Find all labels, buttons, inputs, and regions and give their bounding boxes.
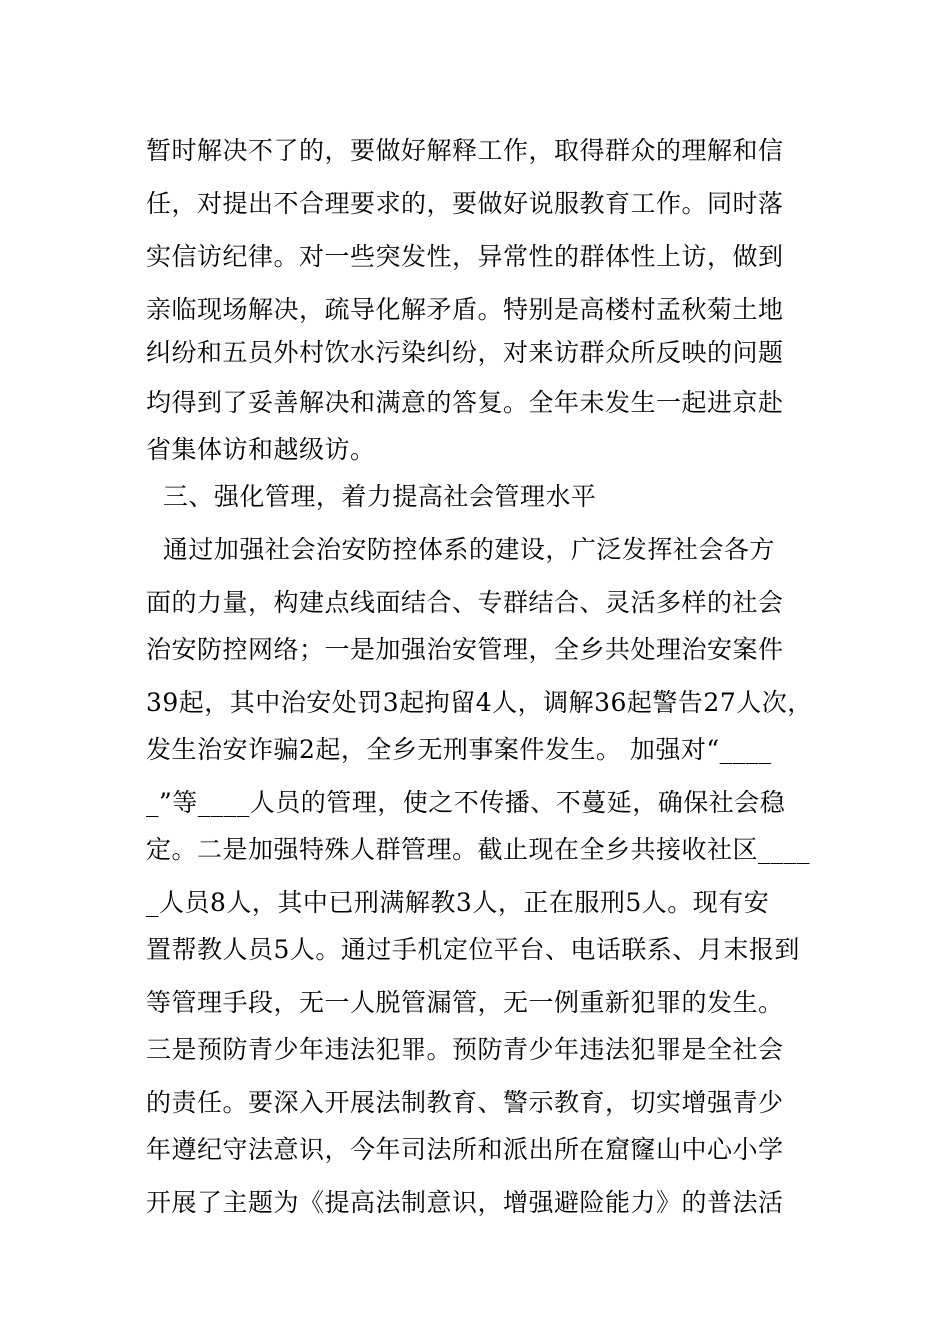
section-heading: 三、强化管理，着力提高社会管理水平 — [146, 482, 597, 511]
text-line: 定。二是加强特殊人群管理。截止现在全乡共接收社区____ — [146, 835, 811, 864]
text-line: 实信访纪律。对一些突发性，异常性的群体性上访，做到 — [146, 242, 784, 271]
text-line: 三是预防青少年违法犯罪。预防青少年违法犯罪是全社会 — [146, 1035, 784, 1064]
text-line: 等管理手段，无一人脱管漏管，无一例重新犯罪的发生。 — [146, 988, 784, 1017]
text-line: _”等____人员的管理，使之不传播、不蔓延，确保社会稳 — [146, 788, 786, 817]
text-line: 置帮教人员5人。通过手机定位平台、电话联系、月末报到 — [146, 935, 800, 964]
text-line: 均得到了妥善解决和满意的答复。全年未发生一起进京赴 — [146, 388, 784, 417]
text-line: 任，对提出不合理要求的，要做好说服教育工作。同时落 — [146, 189, 784, 218]
text-line: 的责任。要深入开展法制教育、警示教育，切实增强青少 — [146, 1088, 784, 1117]
text-line: 省集体访和越级访。 — [146, 435, 376, 464]
text-line: 面的力量，构建点线面结合、专群结合、灵活多样的社会 — [146, 588, 784, 617]
text-line: _人员8人，其中已刑满解教3人，正在服刑5人。现有安 — [146, 888, 770, 917]
text-line: 年遵纪守法意识，今年司法所和派出所在窟窿山中心小学 — [146, 1135, 784, 1164]
text-line: 纠纷和五员外村饮水污染纠纷，对来访群众所反映的问题 — [146, 338, 784, 367]
text-line: 发生治安诈骗2起，全乡无刑事案件发生。 加强对“____ — [146, 735, 772, 764]
text-line: 通过加强社会治安防控体系的建设，广泛发挥社会各方 — [146, 535, 775, 564]
text-line: 亲临现场解决，疏导化解矛盾。特别是高楼村孟秋菊土地 — [146, 295, 784, 324]
text-line: 治安防控网络；一是加强治安管理，全乡共处理治安案件 — [146, 635, 784, 664]
text-line: 暂时解决不了的，要做好解释工作，取得群众的理解和信 — [146, 136, 784, 165]
text-line: 开展了主题为《提高法制意识，增强避险能力》的普法活 — [146, 1188, 784, 1217]
text-line: 39起，其中治安处罚3起拘留4人，调解36起警告27人次， — [146, 688, 813, 717]
